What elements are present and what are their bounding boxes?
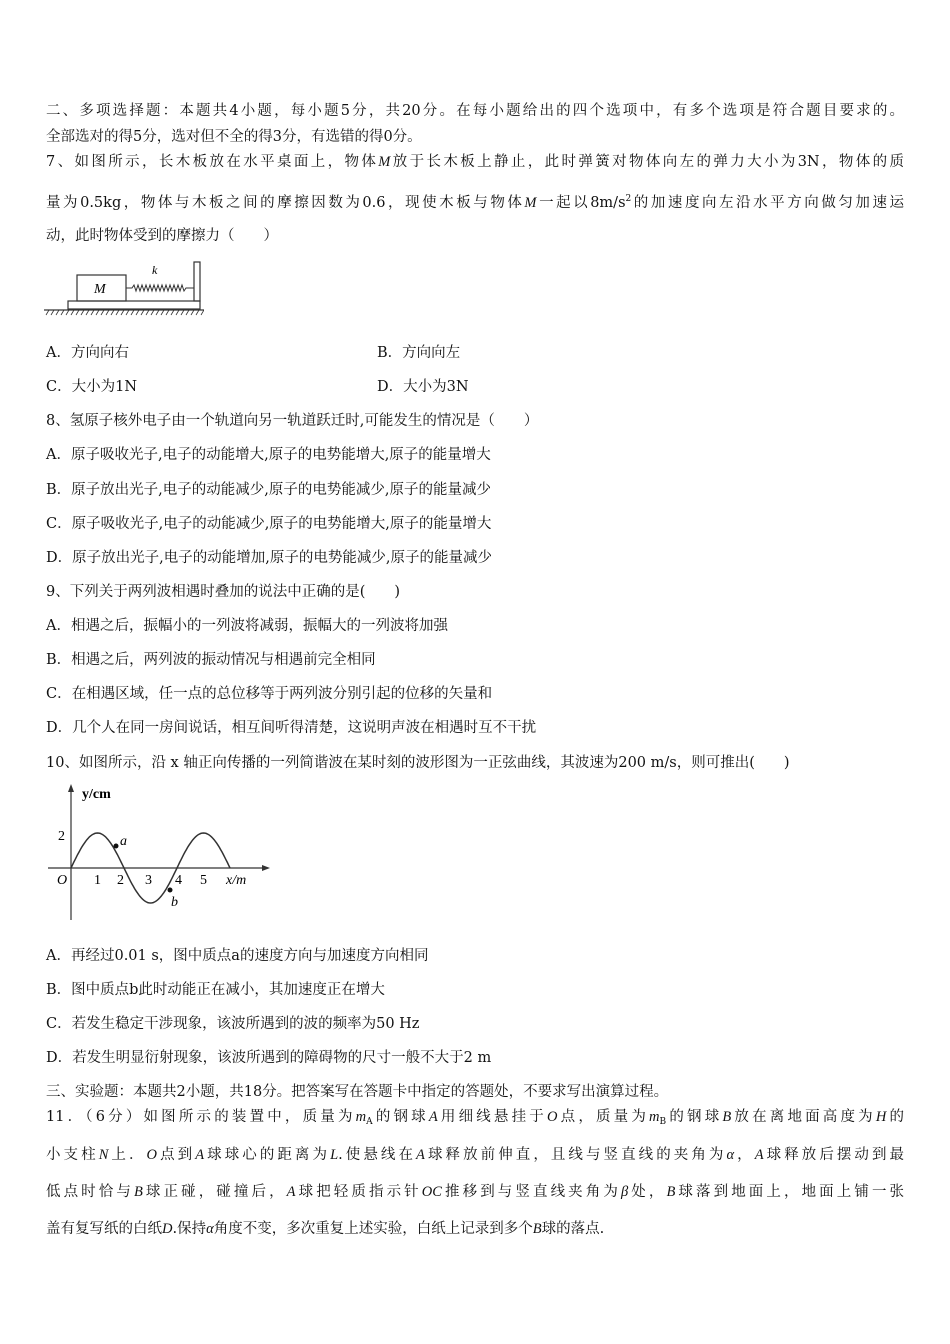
text-segment: 用细线悬挂于: [437, 1109, 547, 1125]
text-line: [46, 102, 904, 120]
text-segment: 盖有复写纸的白纸: [46, 1221, 162, 1237]
text-line: [46, 1183, 904, 1201]
text-line: [46, 685, 492, 703]
text-segment: 低点时恰与: [46, 1184, 134, 1200]
point-a: [114, 844, 119, 849]
text-line: [46, 378, 137, 396]
text-segment: α: [206, 1221, 214, 1237]
x-tick: 2: [117, 873, 124, 888]
text-segment: L: [330, 1147, 339, 1163]
text-segment: 放在离地面高度为: [731, 1109, 876, 1125]
text-segment: 点到: [157, 1147, 196, 1163]
text-line: [46, 1015, 419, 1033]
text-segment: 球正碰，碰撞后，: [142, 1184, 287, 1200]
text-segment: 球的落点.: [541, 1221, 605, 1237]
x-axis-label: x/m: [226, 873, 247, 888]
text-segment: A: [416, 1147, 425, 1163]
text-segment: 二、多项选择题：本题共4小题，每小题5分，共20分。在每小题给出的四个选项中，有多个选项是符合题目要求的。: [46, 103, 904, 119]
text-segment: 推移到与竖直线夹角为: [441, 1184, 621, 1200]
text-segment: C．大小为1N: [46, 379, 138, 395]
text-segment: 处，: [628, 1184, 667, 1200]
y-axis-label: y/cm: [82, 787, 111, 802]
text-segment: 量为0.5kg，物体与木板之间的摩擦因数为0.6，现使木板与物体: [46, 195, 525, 211]
x-tick: 4: [175, 873, 182, 888]
text-segment: A: [195, 1147, 205, 1163]
text-segment: 球释放后摆动到最: [763, 1147, 905, 1163]
text-segment: D．原子放出光子,电子的动能增加,原子的电势能减少,原子的能量减少: [46, 550, 492, 566]
text-segment: 2: [625, 194, 632, 204]
text-line: [46, 1220, 604, 1238]
figure-wave-graph: [44, 782, 274, 927]
long-board: [68, 301, 200, 309]
text-segment: C．在相遇区域，任一点的总位移等于两列波分别引起的位移的矢量和: [46, 686, 493, 702]
x-tick: 5: [200, 873, 207, 888]
point-b: [168, 888, 173, 893]
text-segment: M: [524, 195, 537, 211]
text-segment: B．图中质点b此时动能正在减小，其加速度正在增大: [46, 982, 385, 998]
text-segment: β: [620, 1184, 629, 1200]
spring: [126, 285, 194, 291]
text-segment: A: [754, 1147, 764, 1163]
text-segment: H: [875, 1109, 887, 1125]
text-line: [46, 754, 790, 772]
text-line: [46, 153, 904, 171]
text-line: [46, 412, 538, 430]
text-line: [46, 651, 376, 669]
text-line: [377, 344, 460, 362]
spring-label: k: [152, 263, 158, 277]
text-line: [46, 947, 428, 965]
text-segment: 的钢球: [372, 1109, 429, 1125]
text-segment: 球落到地面上，地面上铺一张: [675, 1184, 905, 1200]
text-segment: B: [666, 1184, 676, 1200]
text-line: [46, 583, 400, 601]
text-segment: ，: [734, 1147, 755, 1163]
text-segment: A: [286, 1184, 296, 1200]
text-line: [46, 515, 491, 533]
text-line: [46, 128, 422, 146]
block-label: M: [94, 282, 106, 297]
text-segment: B: [722, 1109, 732, 1125]
text-segment: N: [98, 1147, 109, 1163]
text-segment: D: [162, 1221, 173, 1237]
wall-post: [194, 262, 200, 301]
text-segment: 上．: [108, 1147, 147, 1163]
text-segment: A．方向向右: [46, 345, 129, 361]
text-segment: .保持: [172, 1221, 207, 1237]
text-line: [46, 190, 904, 212]
text-segment: D．若发生明显衍射现象，该波所遇到的障碍物的尺寸一般不大于2 m: [46, 1050, 492, 1066]
text-segment: 11．（6分）如图所示的装置中，质量为: [46, 1109, 356, 1125]
text-segment: 的: [886, 1109, 905, 1125]
text-segment: α: [726, 1147, 735, 1163]
text-segment: 一起以8m/s: [536, 195, 626, 211]
text-line: [46, 617, 448, 635]
text-segment: 全部选对的得5分，选对但不全的得3分，有选错的得0分。: [46, 129, 422, 145]
text-segment: 三、实验题：本题共2小题，共18分。把答案写在答题卡中指定的答题处，不要求写出演算过程。: [46, 1084, 669, 1100]
text-line: [46, 344, 129, 362]
text-line: [377, 378, 469, 396]
text-line: [46, 1108, 904, 1131]
text-segment: 8、氢原子核外电子由一个轨道向另一轨道跃迁时,可能发生的情况是（ ）: [46, 413, 539, 429]
text-segment: 的加速度向左沿水平方向做匀加速运: [631, 195, 905, 211]
text-segment: B: [659, 1117, 667, 1127]
text-line: [46, 1083, 668, 1101]
text-line: [46, 719, 536, 737]
text-segment: 小支柱: [46, 1147, 99, 1163]
text-segment: 点，质量为: [557, 1109, 650, 1125]
text-segment: C．若发生稳定干涉现象，该波所遇到的波的频率为50 Hz: [46, 1016, 420, 1032]
text-line: [46, 549, 492, 567]
text-segment: O: [546, 1109, 558, 1125]
text-segment: m: [649, 1109, 660, 1125]
text-line: [46, 1049, 491, 1067]
ground-hatch: [46, 310, 204, 315]
text-segment: D．大小为3N: [377, 379, 469, 395]
text-segment: m: [355, 1109, 367, 1125]
text-segment: A．再经过0.01 s，图中质点a的速度方向与加速度方向相同: [46, 948, 429, 964]
x-tick: 1: [94, 873, 101, 888]
text-segment: 球把轻质指示针: [295, 1184, 422, 1200]
text-segment: 动，此时物体受到的摩擦力（ ）: [46, 228, 278, 244]
text-segment: B．原子放出光子,电子的动能减少,原子的电势能减少,原子的能量减少: [46, 482, 491, 498]
text-segment: B: [532, 1221, 542, 1237]
text-line: [46, 1146, 904, 1164]
text-segment: 10、如图所示，沿 x 轴正向传播的一列简谐波在某时刻的波形图为一正弦曲线，其波速为200 m/s，则可推出( ): [46, 755, 790, 771]
figure-spring-block: [44, 256, 204, 318]
x-tick: 3: [145, 873, 152, 888]
text-segment: A．原子吸收光子,电子的动能增大,原子的电势能增大,原子的能量增大: [46, 447, 491, 463]
text-segment: A: [366, 1117, 373, 1127]
text-segment: C．原子吸收光子,电子的动能减少,原子的电势能增大,原子的能量增大: [46, 516, 492, 532]
point-a-label: a: [120, 834, 127, 849]
text-segment: B: [133, 1184, 143, 1200]
text-line: [46, 481, 491, 499]
y-tick-2: 2: [58, 829, 65, 844]
text-segment: A．相遇之后，振幅小的一列波将减弱，振幅大的一列波将加强: [46, 618, 448, 634]
text-line: [46, 227, 278, 245]
text-segment: A: [428, 1109, 438, 1125]
text-line: [46, 981, 385, 999]
text-segment: 9、下列关于两列波相遇时叠加的说法中正确的是( ): [46, 584, 401, 600]
text-segment: B．方向向左: [377, 345, 461, 361]
text-segment: M: [378, 154, 391, 170]
text-segment: 7、如图所示，长木板放在水平桌面上，物体: [46, 154, 379, 170]
text-segment: .使悬线在: [338, 1147, 417, 1163]
origin-label: O: [57, 873, 68, 888]
text-segment: 球球心的距离为: [204, 1147, 331, 1163]
text-line: [46, 446, 491, 464]
point-b-label: b: [171, 895, 178, 910]
text-segment: 角度不变，多次重复上述实验，白纸上记录到多个: [213, 1221, 533, 1237]
text-segment: B．相遇之后，两列波的振动情况与相遇前完全相同: [46, 652, 376, 668]
text-segment: 的钢球: [666, 1109, 723, 1125]
text-segment: OC: [421, 1184, 442, 1200]
text-segment: 放于长木板上静止，此时弹簧对物体向左的弹力大小为3N，物体的质: [390, 154, 904, 170]
text-segment: 球释放前伸直，且线与竖直线的夹角为: [424, 1147, 727, 1163]
text-segment: D．几个人在同一房间说话，相互间听得清楚，这说明声波在相遇时互不干扰: [46, 720, 537, 736]
text-segment: O: [146, 1147, 158, 1163]
